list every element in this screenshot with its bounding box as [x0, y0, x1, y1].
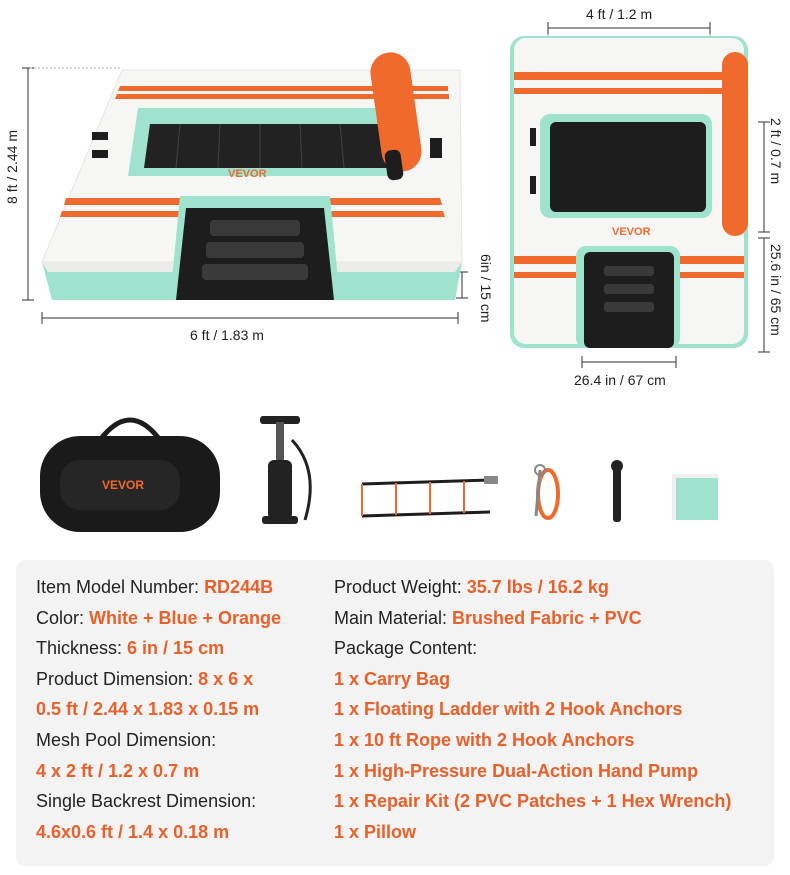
specs-left-column: [36, 572, 326, 847]
spec-thickness-value: 6 in / 15 cm: [127, 638, 225, 659]
brand-logo-right: VEVOR: [612, 226, 651, 238]
pvc-patches-icon: [672, 474, 718, 520]
spec-model-label: Item Model Number:: [36, 577, 205, 597]
package-item: 1 x 10 ft Rope with 2 Hook Anchors: [334, 729, 635, 750]
dim-backrest-width-label: 26.4 in / 67 cm: [574, 372, 666, 388]
accessories-illustration: [0, 400, 790, 540]
spec-product-dimension-label: Product Dimension:: [36, 668, 199, 689]
dim-pool-width-label: 4 ft / 1.2 m: [586, 6, 653, 22]
rope-icon: [535, 465, 558, 518]
spec-mesh-pool-value: 4 x 2 ft / 1.2 x 0.7 m: [36, 760, 200, 781]
specifications-panel: [16, 560, 774, 866]
dim-backrest-height-label: 25.6 in / 65 cm: [768, 244, 784, 336]
package-item: 1 x Floating Ladder with 2 Hook Anchors: [334, 699, 683, 720]
carry-bag-icon: [40, 420, 220, 532]
spec-weight-value: 35.7 lbs / 16.2 kg: [466, 577, 609, 597]
dim-thickness-label: 6in / 15 cm: [478, 254, 494, 323]
spec-weight: [334, 572, 774, 603]
dim-width-label: 6 ft / 1.83 m: [190, 327, 264, 343]
spec-product-dimension: [36, 664, 326, 695]
specs-right-column: [334, 572, 774, 847]
dim-length-label: 8 ft / 2.44 m: [4, 130, 20, 204]
dock-top-view-illustration: [500, 0, 790, 400]
spec-backrest-label: Single Backrest Dimension:: [36, 791, 257, 812]
spec-color-label: Color:: [36, 607, 90, 628]
spec-thickness: [36, 633, 326, 664]
bag-brand-logo: VEVOR: [102, 478, 145, 492]
package-item: 1 x Repair Kit (2 PVC Patches + 1 Hex Wrench): [334, 791, 732, 812]
hex-wrench-icon: [611, 460, 623, 522]
spec-product-dimension-value-1: 8 x 6 x: [198, 668, 254, 689]
spec-material-value: Brushed Fabric + PVC: [452, 607, 642, 628]
package-item: 1 x Carry Bag: [334, 668, 451, 689]
spec-backrest-value: 4.6x0.6 ft / 1.4 x 0.18 m: [36, 821, 230, 842]
spec-color: [36, 603, 326, 634]
spec-model-value: RD244B: [204, 577, 274, 597]
package-item: 1 x Pillow: [334, 821, 417, 842]
package-item: 1 x High-Pressure Dual-Action Hand Pump: [334, 760, 699, 781]
package-content-label: Package Content:: [334, 638, 478, 659]
spec-material: [334, 603, 774, 634]
floating-ladder-icon: [362, 476, 498, 516]
spec-mesh-pool-label: Mesh Pool Dimension:: [36, 729, 217, 750]
hand-pump-icon: [260, 416, 310, 524]
dim-pool-length-label: 2 ft / 0.7 m: [768, 118, 784, 185]
spec-product-dimension-value-2: 0.5 ft / 2.44 x 1.83 x 0.15 m: [36, 699, 260, 720]
spec-weight-label: Product Weight:: [334, 577, 467, 597]
spec-model: [36, 572, 326, 603]
spec-product-dimension-cont: [36, 694, 326, 725]
spec-material-label: Main Material:: [334, 607, 453, 628]
brand-logo-left: VEVOR: [228, 168, 267, 180]
spec-thickness-label: Thickness:: [36, 638, 128, 659]
spec-color-value: White + Blue + Orange: [89, 607, 282, 628]
